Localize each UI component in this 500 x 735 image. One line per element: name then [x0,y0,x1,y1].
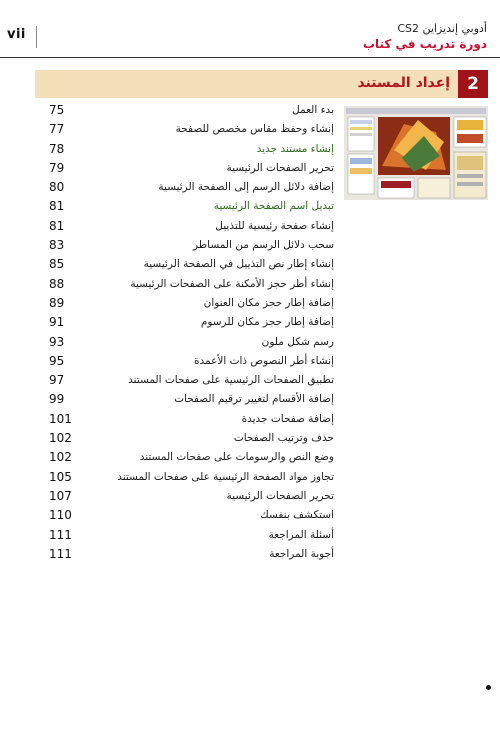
toc-page-number: 79 [49,160,65,175]
toc-entry [0,506,340,525]
toc-entry-title: وضع النص والرسومات على صفحات المستند [139,451,334,464]
toc-entry-title: حذف وترتيب الصفحات [233,432,334,445]
toc-entry [0,197,340,216]
toc-entry-title: تطبيق الصفحات الرئيسية على صفحات المستند [128,374,334,387]
toc-entry [0,371,340,390]
toc-page-number: 78 [49,141,65,156]
page-number: vii [7,27,26,42]
toc-entry [0,526,340,545]
toc-entry [0,255,340,274]
toc-page-number: 93 [49,334,65,349]
toc-entry [0,313,340,332]
chapter-screenshot-thumbnail [344,106,488,200]
toc-entry-title: إنشاء مستند جديد [256,142,334,155]
toc-entry-title: بدء العمل [292,104,334,116]
toc-entry [0,120,340,139]
toc-entry [0,275,340,294]
toc-page-number: 88 [49,276,65,291]
toc-page-number: 102 [49,431,72,446]
toc-entry-title: استكشف بنفسك [260,509,334,522]
toc-entry [0,545,340,564]
toc-page-number: 77 [49,122,65,137]
toc-entry-title: إنشاء صفحة رئيسية للتذييل [215,219,334,232]
toc-entry [0,487,340,506]
toc-entry-title: تحرير الصفحات الرئيسية [226,161,334,174]
toc-entry-title: رسم شكل ملون [261,335,334,348]
toc-entry [0,101,340,120]
book-title: أدوبي إنديزاين CS2 [397,22,487,35]
toc-entry-title: إضافة إطار حجز مكان للرسوم [200,316,334,329]
toc-page-number: 81 [49,199,65,214]
header-rule [0,57,500,58]
chapter-title: إعداد المستند [357,75,450,91]
toc-page-number: 97 [49,373,65,388]
toc-page-number: 111 [49,527,72,542]
toc-entry [0,333,340,352]
toc-entry [0,468,340,487]
toc-page-number: 85 [49,257,65,272]
toc-entry-title: أجوبة المراجعة [269,547,334,560]
toc-page-number: 75 [49,103,65,117]
toc-page-number: 102 [49,450,72,465]
toc-page-number: 81 [49,218,65,233]
toc-page-number: 80 [49,180,65,195]
page-mark-dot [486,685,491,690]
toc-entry-title: إضافة دلائل الرسم إلى الصفحة الرئيسية [158,181,334,194]
toc-entry [0,236,340,255]
toc-entry-title: إنشاء أطر حجز الأمكنة على الصفحات الرئيسية [130,277,334,290]
toc-entry [0,352,340,371]
toc-page-number: 107 [49,488,72,503]
toc-entry-title: إنشاء وحفظ مقاس مخصص للصفحة [175,123,334,136]
book-subtitle: دورة تدريب في كتاب [362,37,487,51]
toc-entry-title: أسئلة المراجعة [268,528,334,541]
toc-page-number: 111 [49,546,72,561]
toc-entry [0,140,340,159]
toc-page-number: 89 [49,295,65,310]
toc-entry-title: تبديل اسم الصفحة الرئيسية [213,200,334,213]
toc-entry [0,217,340,236]
toc-entry [0,390,340,409]
toc-entry-title: إضافة إطار حجز مكان العنوان [203,296,334,309]
toc-page-number: 99 [49,392,65,407]
toc-page-number: 110 [49,508,72,523]
chapter-number: 2 [458,70,488,98]
toc-page-number: 91 [49,315,65,330]
toc-entry [0,159,340,178]
toc-entry [0,294,340,313]
toc-entry-title: إضافة الأقسام لتغيير ترقيم الصفحات [174,393,334,406]
toc-entry-title: إضافة صفحات جديدة [241,412,334,425]
table-of-contents [0,101,340,564]
toc-entry-title: إنشاء إطار نص التذييل في الصفحة الرئيسية [143,258,334,271]
toc-entry [0,178,340,197]
toc-entry-title: سحب دلائل الرسم من المساطر [193,239,334,252]
header-separator [36,26,37,48]
toc-entry-title: إنشاء أطر النصوص ذات الأعمدة [193,354,334,367]
toc-page-number: 95 [49,353,65,368]
toc-entry [0,429,340,448]
toc-entry-title: تجاوز مواد الصفحة الرئيسية على صفحات المستند [117,470,334,483]
toc-page-number: 83 [49,238,65,253]
toc-entry [0,448,340,467]
toc-entry-title: تحرير الصفحات الرئيسية [226,489,334,502]
toc-page-number: 105 [49,469,72,484]
toc-page-number: 101 [49,411,72,426]
toc-entry [0,410,340,429]
